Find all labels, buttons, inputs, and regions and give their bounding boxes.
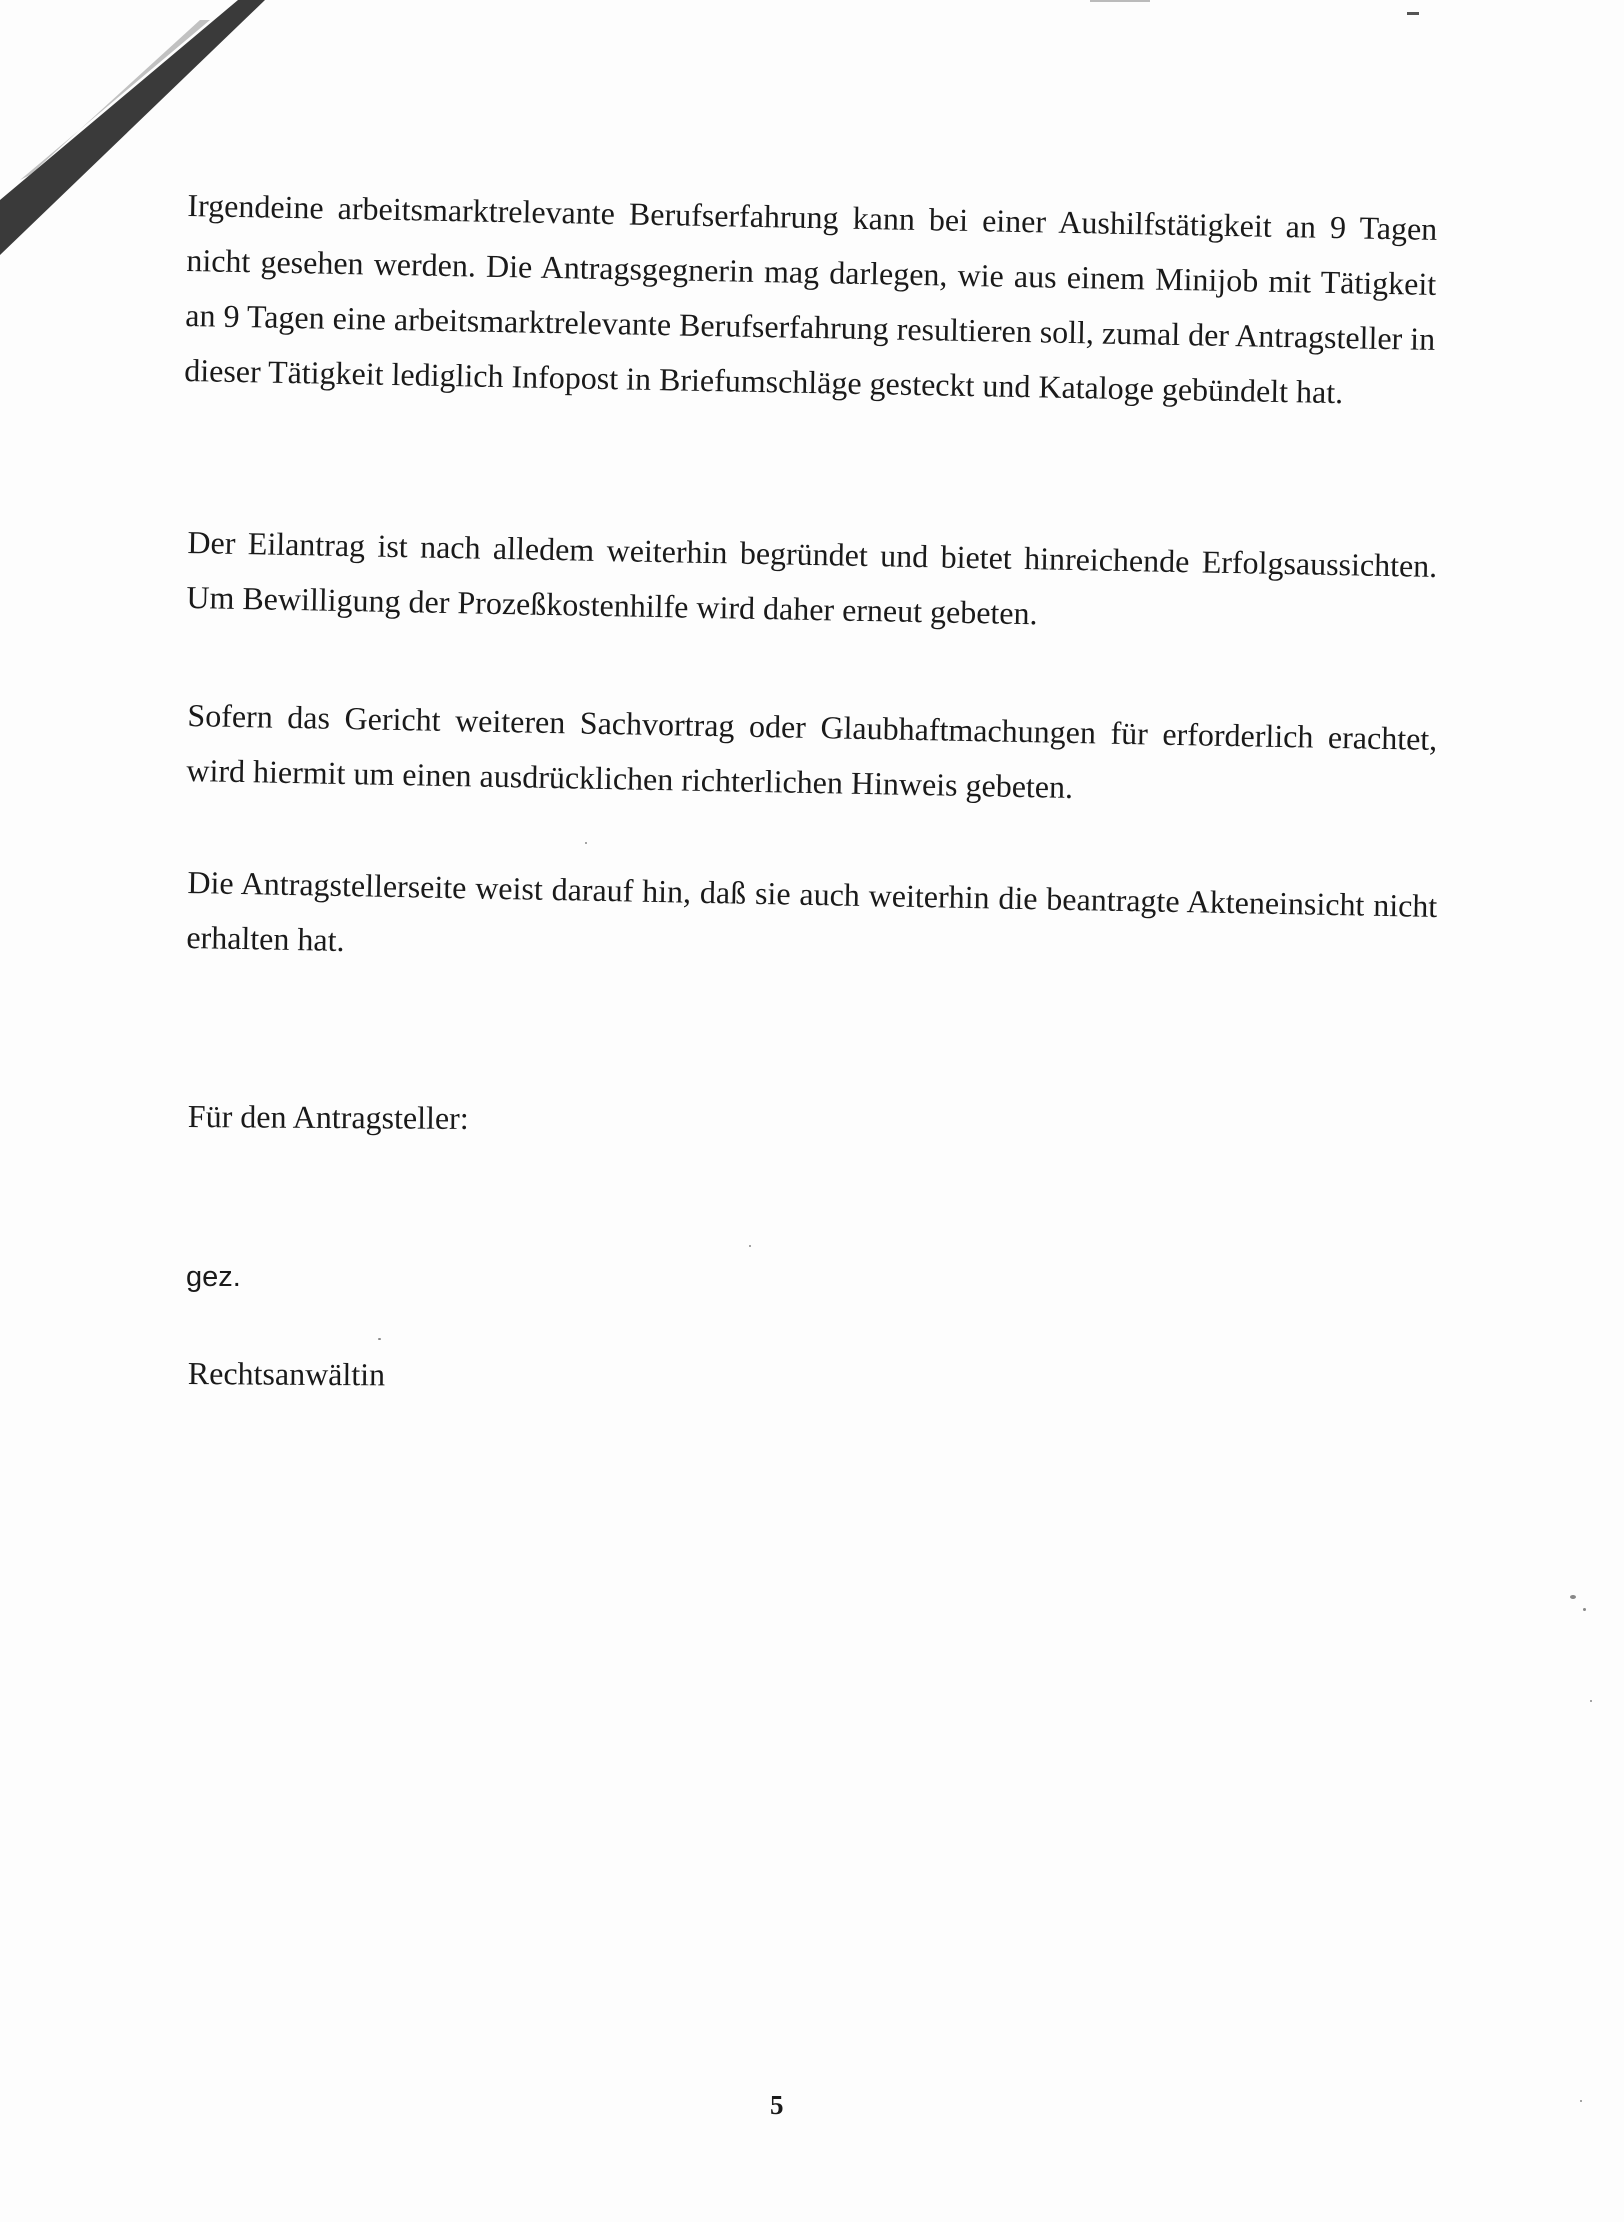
scan-speck (378, 1338, 381, 1340)
paragraph-work-experience: Irgendeine arbeitsmarktrelevante Berufserfahrung kann bei einer Aushilfstätigkeit an 9 Tagen nicht gesehen werden. Die Antragsgegnerin mag darlegen, wie aus einem Minijob mit Tätigkeit an 9 Tagen eine arbeitsmarktrelevante Berufserfahrung resultieren soll, zumal der Antragsteller in dieser Tätigkeit lediglich Infopost in Briefumschläge gesteckt und Kataloge gebündelt hat. (183, 186, 1438, 411)
scan-speck (749, 1245, 751, 1247)
scan-artifact-line (1090, 0, 1150, 2)
paragraph-file-inspection: Die Antragstellerseite weist darauf hin, daß sie auch weiterhin die beantragte Akteneinsicht nicht erhalten hat. (186, 863, 1438, 959)
scan-speck (1590, 1700, 1592, 1702)
closing-line: Für den Antragsteller: (187, 1098, 469, 1136)
scan-speck (585, 842, 587, 844)
signature-mark: gez. (186, 1261, 241, 1293)
scan-speck (1580, 2100, 1582, 2102)
scan-artifact-dash (1407, 12, 1419, 15)
paragraph-court-notice: Sofern das Gericht weiteren Sachvortrag oder Glaubhaftmachungen für erforderlich erachtet, wird hiermit um einen ausdrücklichen richterlichen Hinweis gebeten. (186, 696, 1438, 806)
paragraph-urgent-application: Der Eilantrag ist nach alledem weiterhin begründet und bietet hinreichende Erfolgsaussichten. Um Bewilligung der Prozeßkostenhilfe wird daher erneut gebeten. (186, 523, 1438, 632)
scan-speck (1570, 1595, 1576, 1599)
scan-speck (1583, 1608, 1586, 1611)
signatory-role: Rechtsanwältin (187, 1355, 386, 1393)
page-number: 5 (770, 2090, 784, 2120)
